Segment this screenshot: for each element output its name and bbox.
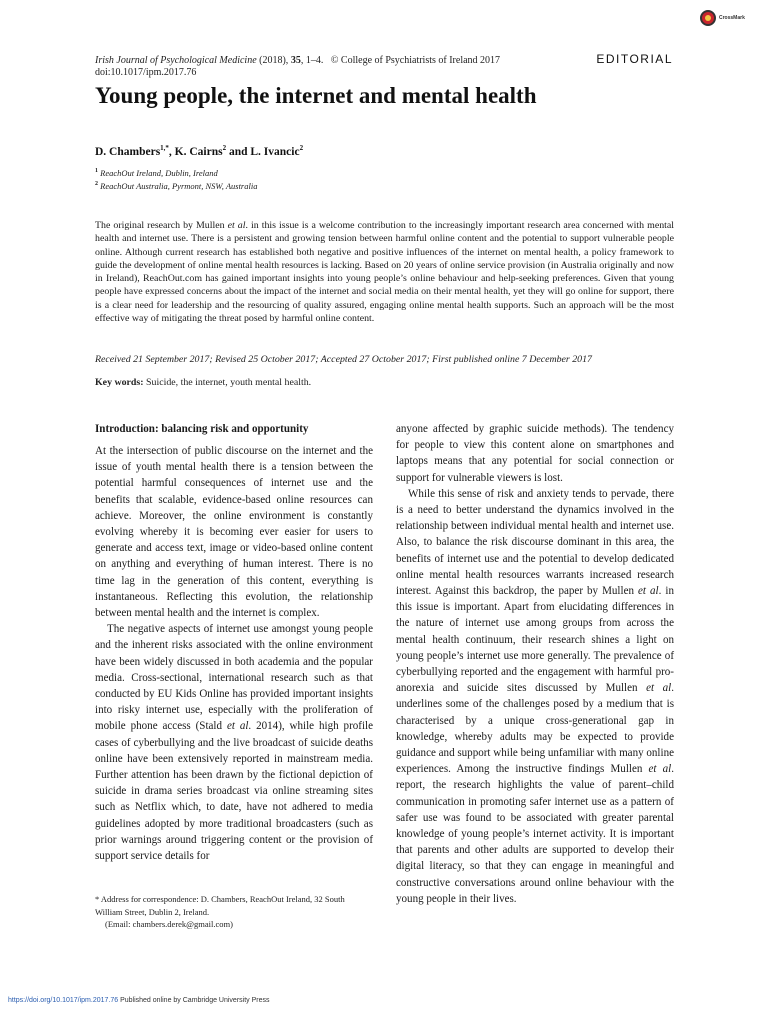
body-text: The negative aspects of internet use amongst young people and the inherent risks associated with the online environment have been widely discussed in both academia and the popular media. Cross-sectional, international research such as that conducted by EU Kids Online has provided important insights into risky internet use, especially with the proliferation of mobile phone access (Stald [95, 623, 373, 733]
footnote-email: (Email: chambers.derek@gmail.com) [105, 919, 233, 929]
author-affil-marker: 2 [222, 144, 227, 152]
journal-copyright: © College of Psychiatrists of Ireland 2017 [330, 55, 501, 66]
body-text: . 2014), while high profile cases of cyberbullying and the live broadcast of suicide deaths online have been extensively reported in mainstream media. Further attention has been drawn by the fictional depiction of suicide in drama series broadcast via online streaming sites such as Netflix which, to date, have not adhered to media guidelines adopted by more traditional broadcasters (such as prior warnings around triggering content or the provision of support service details for [95, 720, 373, 863]
doi-link[interactable]: https://doi.org/10.1017/ipm.2017.76 [8, 997, 119, 1004]
abstract-etal: et al [227, 220, 246, 231]
footer-publisher-text: Published online by Cambridge University Press [118, 997, 270, 1004]
author-affil-marker: 2 [299, 144, 304, 152]
author-list [95, 144, 303, 158]
corresponding-author-marker: * [165, 144, 169, 152]
journal-year: (2018), [259, 55, 289, 66]
journal-citation [95, 55, 500, 79]
affiliation [95, 168, 218, 178]
journal-doi: doi:10.1017/ipm.2017.76 [95, 67, 197, 78]
footnote-address: * Address for correspondence: D. Chambers, ReachOut Ireland, 32 South William Street, Dublin 2, Ireland. [95, 894, 345, 917]
page-footer [8, 997, 270, 1004]
affiliation-text: ReachOut Ireland, Dublin, Ireland [100, 168, 218, 178]
article-title: Young people, the internet and mental health [95, 83, 537, 108]
crossmark-icon [700, 10, 716, 26]
abstract [95, 219, 674, 325]
body-paragraph [396, 486, 674, 907]
body-etal: et al [648, 763, 672, 776]
article-type-label: EDITORIAL [596, 52, 673, 66]
body-column-left [95, 421, 373, 864]
keywords-text: Suicide, the internet, youth mental health. [143, 377, 312, 388]
body-text: . underlines some of the challenges posed by a medium that is characterised by a unique cross-generational gap in knowledge, whereby adults may be expected to provide guidance and support while being unfamiliar with many online experiences. Among the instructive findings Mullen [396, 682, 674, 776]
keywords [95, 377, 311, 388]
journal-pages: , 1–4. [300, 55, 324, 66]
abstract-text: . in this issue is a welcome contribution to the increasingly important research area concerned with mental health and internet use. There is a persistent and growing tension between harmful online content and the potential to support vulnerable people online. Although current research has established both negative and positive influences of the internet on mental health, a policy framework to guide the development of online mental health resources is lacking. Based on 20 years of online service provision (in Australia originally and now in Ireland), ReachOut.com has gained important insights into young people’s online behaviour and help-seeking preferences. Given that young people have expressed concerns about the impact of the internet and social media on their mental health, yet they will go online for support, there is a clear need for leadership and the resourcing of quality assured, engaging online mental health supports. Such an approach will be the most effective way of mitigating the threat posed by harmful online content. [95, 220, 675, 325]
body-etal: et al [638, 585, 659, 598]
journal-name: Irish Journal of Psychological Medicine [95, 55, 257, 66]
affiliation-text: ReachOut Australia, Pyrmont, NSW, Australia [100, 181, 258, 191]
author-affil-marker: 1, [160, 144, 166, 152]
affiliation-number: 2 [95, 181, 98, 188]
body-paragraph: anyone affected by graphic suicide methods). The tendency for people to view this content alone on smartphones and laptops means that any potential for social connection or support for vulnerable viewers is lost. [396, 423, 674, 484]
crossmark-label: CrossMark [719, 15, 745, 21]
author-name: D. Chambers [95, 145, 161, 158]
body-text: . report, the research highlights the value of parent–child communication in promoting safer internet use as a pattern of safer use was found to be associated with greater parental knowledge of young people’s internet activity. It is important that parents and other adults are supported to develop their digital literacy, so that they can engage in meaningful and constructive conversations around online behaviour with the young people in their lives. [396, 763, 675, 905]
keywords-label: Key words: [95, 377, 144, 388]
affiliation [95, 181, 257, 191]
journal-volume: 35 [290, 55, 301, 66]
section-heading: Introduction: balancing risk and opportunity [95, 423, 309, 435]
abstract-text: The original research by Mullen [95, 220, 228, 231]
body-etal: et al [646, 682, 672, 695]
author-name: , K. Cairns [168, 145, 223, 158]
body-column-right [396, 421, 674, 907]
affiliation-number: 1 [95, 168, 98, 175]
body-etal: et al [226, 720, 249, 733]
publication-dates: Received 21 September 2017; Revised 25 October 2017; Accepted 27 October 2017; First published online 7 December 2017 [95, 354, 592, 365]
correspondence-footnote [95, 893, 373, 931]
author-name: and L. Ivancic [226, 145, 300, 158]
body-paragraph: At the intersection of public discourse on the internet and the issue of youth mental health there is a tension between the potential harmful consequences of internet use and the benefits that scalable, evidence-based online resources can achieve. Moreover, the online environment is constantly evolving whereby it is becoming ever easier for users to generate and access text, image or video-based online content on anything and everything of human interest. There is no time lag in the generation of this content, everything is instantaneous. Reflecting this evolution, the relationship between mental health and the internet is complex. [95, 445, 373, 620]
body-paragraph [95, 621, 373, 864]
body-text: While this sense of risk and anxiety tends to pervade, there is a need to better understand the dynamics involved in the relationship between individual mental health and internet use. Also, to balance the risk discourse dominant in this area, the benefits of internet use and the potential to develop dedicated online mental health resources warrants increased research interest. Against this backdrop, the paper by Mullen [396, 487, 674, 598]
body-text: . in this issue is important. Apart from elucidating differences in the nature of internet use among groups from across the mental health continuum, their research shines a light on young people’s internet use more generally. The prevalence of cyberbullying reported and the engagement with harmful pro-anorexia and suicide sites discussed by Mullen [396, 585, 675, 695]
crossmark-badge[interactable] [700, 8, 745, 28]
